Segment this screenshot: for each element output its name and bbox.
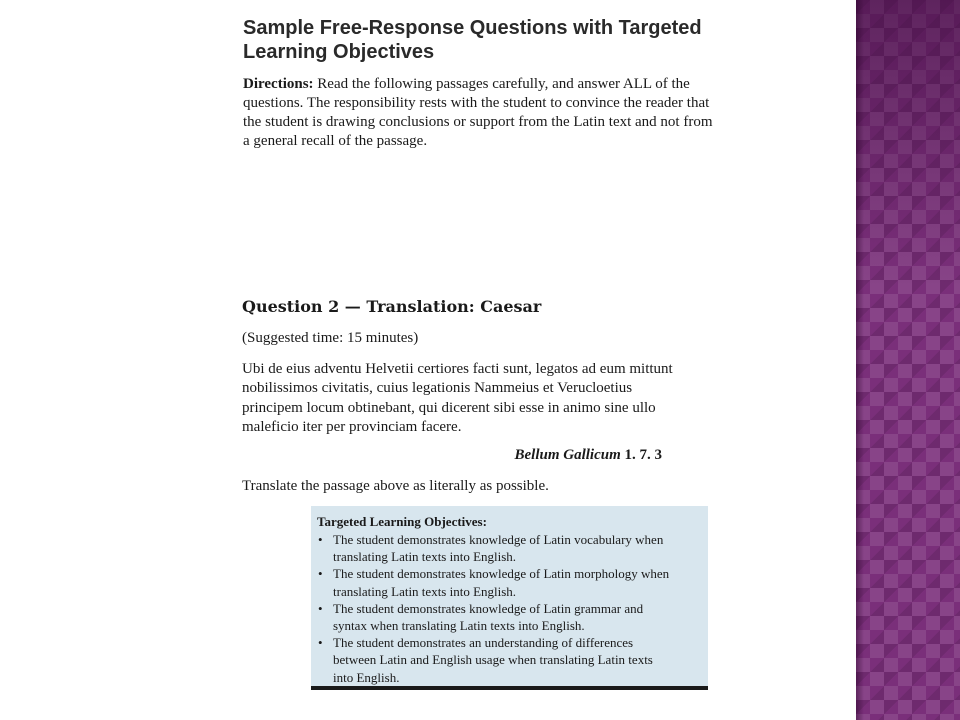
question-heading: Question 2 — Translation: Caesar [242, 297, 542, 316]
bullet-icon: • [318, 566, 323, 582]
document-title [243, 16, 713, 64]
latin-passage [242, 360, 712, 437]
learning-objectives-list [317, 531, 705, 686]
list-item [317, 600, 705, 634]
passage-line: principem locum obtinebant, qui dicerent sibi esse in animo sine ullo [242, 399, 656, 416]
objective-line: The student demonstrates knowledge of Latin grammar and [333, 600, 644, 616]
list-item [317, 531, 705, 565]
passage-line: nobilissimos civitatis, cuius legationis Nammeius et Verucloetius [242, 380, 633, 397]
directions-paragraph [243, 75, 713, 151]
learning-objectives-box [311, 506, 708, 690]
bullet-icon: • [318, 600, 323, 616]
passage-citation [242, 446, 662, 465]
directions-label: Directions: [243, 76, 314, 92]
list-item [317, 565, 705, 599]
citation-work: Bellum Gallicum [514, 447, 621, 463]
citation-reference: 1. 7. 3 [620, 447, 662, 463]
learning-objectives-title: Targeted Learning Objectives: [317, 514, 487, 529]
objective-line: syntax when translating Latin texts into English. [333, 618, 585, 634]
passage-line: Ubi de eius adventu Helvetii certiores facti sunt, legatos ad eum mittunt [242, 361, 673, 377]
document-title-line-1: Sample Free-Response Questions with Targeted [243, 17, 702, 39]
objective-line: The student demonstrates knowledge of Latin vocabulary when [333, 532, 664, 547]
objective-line: The student demonstrates an understanding of differences [333, 635, 634, 651]
directions-text: Read the following passages carefully, and answer ALL of the questions. The responsibility rests with the student to convince the reader that the student is drawing conclusions or support from the Latin text and not from a general recall of the passage. [243, 76, 713, 149]
objective-line: into English. [333, 669, 400, 685]
translation-instruction: Translate the passage above as literally as possible. [242, 478, 549, 494]
objective-line: The student demonstrates knowledge of Latin morphology when [333, 566, 670, 582]
decorative-side-band [856, 0, 960, 720]
suggested-time: (Suggested time: 15 minutes) [242, 330, 419, 346]
objective-line: translating Latin texts into English. [333, 583, 517, 599]
bullet-icon: • [318, 635, 323, 651]
list-item [317, 634, 705, 686]
objective-line: between Latin and English usage when translating Latin texts [333, 652, 653, 668]
bullet-icon: • [318, 532, 323, 547]
objective-line: translating Latin texts into English. [333, 549, 517, 565]
passage-line: maleficio iter per provinciam facere. [242, 418, 462, 435]
document-title-line-2: Learning Objectives [243, 41, 435, 63]
